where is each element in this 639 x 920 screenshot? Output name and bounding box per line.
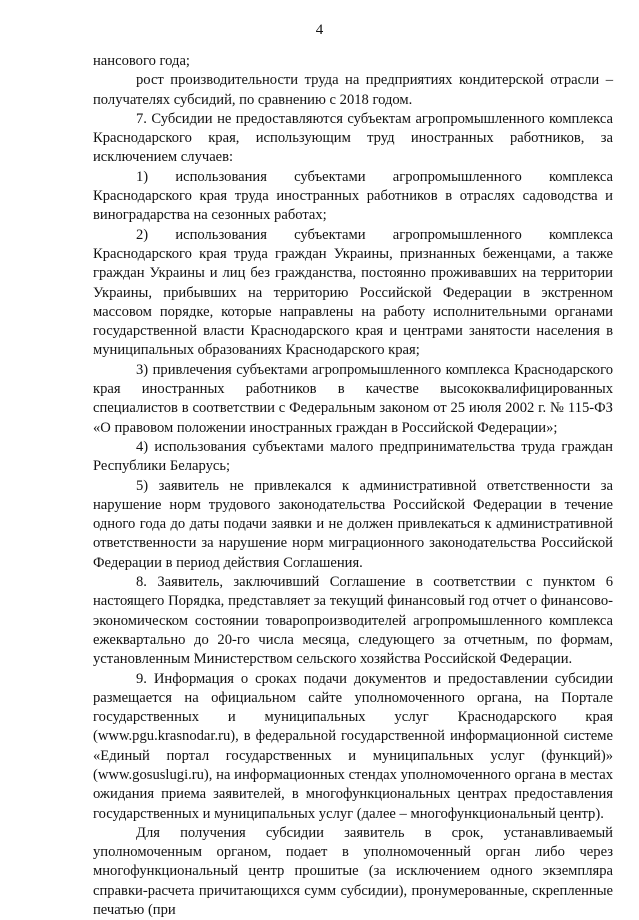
subitem-5: 5) заявитель не привлекался к административной ответственности за нарушение норм трудового законодательства Российской Федерации в течение одного года до даты подачи заявки и не должен привлекаться к административной ответственности за нарушение норм миграционного законодательства Российской Федерации в период действия Соглашения. [93, 477, 613, 571]
subitem-4: 4) использования субъектами малого предпринимательства труда граждан Республики Беларусь; [93, 438, 613, 475]
paragraph-item-8: 8. Заявитель, заключивший Соглашение в соответствии с пунктом 6 настоящего Порядка, представляет за текущий финансовый год отчет о финансово-экономическом состоянии товаропроизводителей агропромышленного комплекса ежеквартально до 20-го числа месяца, следующего за отчетным, по формам, установленным Министерством сельского хозяйства Российской Федерации. [93, 574, 613, 668]
document-body [93, 52, 613, 920]
subitem-2: 2) использования субъектами агропромышленного комплекса Краснодарского края труда граждан Украины, признанных беженцами, а также граждан Украины и лиц без гражданства, постоянно проживавших на территории Украины, прибывших на территорию Российской Федерации в экстренном массовом порядке, которые направлены на работу исполнительными органами государственной власти Краснодарского края и центрами занятости населения в муниципальных образованиях Краснодарского края; [93, 226, 613, 359]
paragraph: рост производительности труда на предприятиях кондитерской отрасли – получателях субсидий, по сравнению с 2018 годом. [93, 72, 613, 108]
paragraph: Для получения субсидии заявитель в срок, устанавливаемый уполномоченным органом, подает в уполномоченный орган либо через многофункциональный центр прошитые (за исключением одного экземпляра справки-расчета причитающихся сумм субсидии), пронумерованные, скрепленные печатью (при [93, 824, 613, 919]
subitem-3: 3) привлечения субъектами агропромышленного комплекса Краснодарского края иностранных работников в качестве высококвалифицированных специалистов в соответствии с Федеральным законом от 25 июля 2002 г. № 115-ФЗ «О правовом положении иностранных граждан в Российской Федерации»; [93, 361, 613, 436]
page-number: 4 [315, 22, 324, 38]
subitem-1: 1) использования субъектами агропромышленного комплекса Краснодарского края труда иностранных работников в отраслях садоводства и виноградарства на сезонных работах; [93, 168, 613, 224]
paragraph-item-9: 9. Информация о сроках подачи документов и предоставлении субсидии размещается на официальном сайте уполномоченного органа, на Портале государственных и муниципальных услуг Краснодарского края (www.pgu.krasnodar.ru), в федеральной государственной информационной системе «Единый портал государственных и муниципальных услуг (функций)» (www.gosuslugi.ru), на информационных стендах уполномоченного органа в местах ожидания приема заявителей, в многофункциональных центрах предоставления государственных и муниципальных услуг (далее – многофункциональный центр). [93, 670, 613, 822]
paragraph-item-7: 7. Субсидии не предоставляются субъектам агропромышленного комплекса Краснодарского края, использующим труд иностранных работников, за исключением случаев: [93, 110, 613, 166]
paragraph: нансового года; [93, 53, 190, 69]
